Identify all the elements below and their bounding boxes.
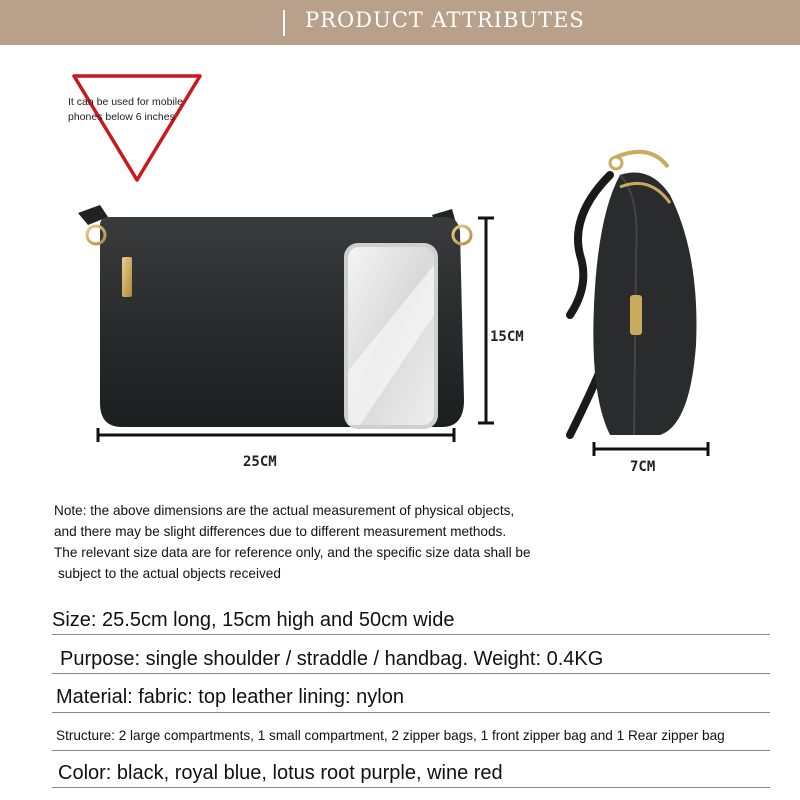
- header-banner: [0, 0, 800, 45]
- phone-note-line-1: It can be used for mobile: [68, 96, 183, 108]
- bag-side-image: [550, 135, 730, 485]
- disclaimer-line-2: and there may be slight differences due to different measurement methods.: [54, 524, 507, 539]
- spec-divider: [52, 750, 770, 751]
- height-dimension-label: 15CM: [490, 329, 524, 345]
- banner-divider: [283, 10, 285, 36]
- spec-divider: [52, 673, 770, 674]
- disclaimer-line-3: The relevant size data are for reference only, and the specific size data shall be: [54, 545, 531, 560]
- measurement-disclaimer: [54, 500, 531, 584]
- spec-divider: [52, 634, 770, 635]
- spec-size: Size: 25.5cm long, 15cm high and 50cm wide: [52, 609, 455, 631]
- spec-divider: [52, 787, 770, 788]
- spec-material: Material: fabric: top leather lining: nylon: [56, 686, 404, 708]
- spec-purpose: Purpose: single shoulder / straddle / handbag. Weight: 0.4KG: [60, 648, 604, 670]
- phone-note-text: [68, 95, 218, 125]
- disclaimer-line-1: Note: the above dimensions are the actual measurement of physical objects,: [54, 503, 515, 518]
- disclaimer-line-4: subject to the actual objects received: [58, 566, 281, 581]
- phone-note-triangle: [70, 72, 204, 184]
- spec-structure: Structure: 2 large compartments, 1 small compartment, 2 zipper bags, 1 front zipper bag and 1 Rear zipper bag: [56, 728, 725, 743]
- phone-note-line-2: phones below 6 inches: [68, 111, 175, 123]
- spec-color: Color: black, royal blue, lotus root purple, wine red: [58, 762, 503, 784]
- length-dimension-label: 25CM: [243, 454, 277, 470]
- depth-dimension-label: 7CM: [630, 459, 656, 475]
- banner-title: PRODUCT ATTRIBUTES: [305, 8, 585, 32]
- bag-front-image: [60, 195, 530, 475]
- spec-divider: [52, 712, 770, 713]
